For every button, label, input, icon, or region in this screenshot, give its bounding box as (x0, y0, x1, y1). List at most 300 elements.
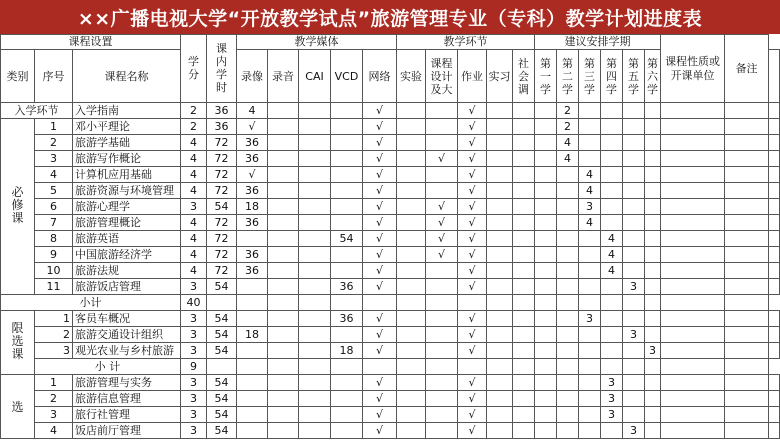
header-semester-1: 第一学 (535, 50, 557, 103)
cell-semester (557, 279, 579, 295)
cell-nature (725, 327, 769, 343)
cell-social (513, 151, 535, 167)
cell-semester (535, 279, 557, 295)
cell-practice (487, 375, 513, 391)
cell-vcd (331, 151, 363, 167)
cell-homework: √ (458, 263, 487, 279)
cell-practice (487, 167, 513, 183)
table-row (1, 119, 780, 135)
cell-practice (487, 151, 513, 167)
header-media: 教学媒体 (237, 35, 397, 50)
cell-cai (299, 375, 331, 391)
cell-experiment (397, 407, 426, 423)
cell-hours: 72 (207, 135, 237, 151)
header-link-homework: 作业 (458, 50, 487, 103)
cell-remark (769, 215, 780, 231)
cell-remark (769, 375, 780, 391)
cell-semester (661, 247, 725, 263)
cell-course-name: 旅游法规 (73, 263, 181, 279)
cell-semester (535, 119, 557, 135)
cell-semester: 4 (579, 167, 601, 183)
cell-practice (487, 343, 513, 359)
cell-audio (268, 391, 299, 407)
cell-semester (601, 215, 623, 231)
table-row (1, 103, 780, 119)
cell-vcd (331, 167, 363, 183)
cell-remark (769, 407, 780, 423)
cell-social (513, 279, 535, 295)
table-row (1, 327, 780, 343)
cell-credit: 3 (181, 343, 207, 359)
cell-experiment (397, 375, 426, 391)
cell-audio (268, 231, 299, 247)
cell-practice (487, 231, 513, 247)
cell-nature (725, 279, 769, 295)
cell-credit: 4 (181, 167, 207, 183)
cell-practice (487, 263, 513, 279)
empty-cell (299, 295, 331, 311)
cell-design (426, 327, 458, 343)
table-row (1, 407, 780, 423)
cell-video (237, 311, 268, 327)
cell-semester (579, 391, 601, 407)
cell-practice (487, 407, 513, 423)
cell-seq: 1 (35, 311, 73, 327)
cell-nature (725, 423, 769, 439)
cell-semester: 4 (579, 215, 601, 231)
cell-semester (661, 391, 725, 407)
cell-network: √ (363, 103, 397, 119)
cell-homework: √ (458, 375, 487, 391)
cell-hours: 72 (207, 215, 237, 231)
cell-remark (769, 263, 780, 279)
cell-design (426, 375, 458, 391)
header-media-vcd: VCD (331, 50, 363, 103)
empty-cell (557, 359, 579, 375)
cell-credit: 3 (181, 423, 207, 439)
cell-network: √ (363, 375, 397, 391)
cell-credit: 3 (181, 311, 207, 327)
cell-cai (299, 119, 331, 135)
cell-hours: 54 (207, 391, 237, 407)
cell-vcd (331, 375, 363, 391)
cell-semester (557, 311, 579, 327)
cell-semester (661, 343, 725, 359)
cell-semester: 3 (579, 199, 601, 215)
header-media-net: 网络 (363, 50, 397, 103)
cell-homework: √ (458, 279, 487, 295)
cell-seq: 3 (35, 151, 73, 167)
cell-semester (661, 119, 725, 135)
cell-semester (601, 151, 623, 167)
cell-social (513, 231, 535, 247)
cell-semester: 3 (601, 391, 623, 407)
cell-semester (623, 263, 645, 279)
cell-credit: 2 (181, 103, 207, 119)
cell-semester: 3 (623, 423, 645, 439)
empty-cell (579, 295, 601, 311)
cell-cai (299, 423, 331, 439)
cell-audio (268, 247, 299, 263)
cell-semester (661, 231, 725, 247)
cell-credit: 3 (181, 375, 207, 391)
cell-semester (535, 343, 557, 359)
cell-semester (623, 247, 645, 263)
cell-video (237, 231, 268, 247)
cell-social (513, 423, 535, 439)
cell-cai (299, 247, 331, 263)
empty-cell (268, 295, 299, 311)
section-intro: 入学环节 (1, 103, 73, 119)
cell-semester (601, 327, 623, 343)
header-semester-6: 第六学 (645, 50, 661, 103)
cell-course-name: 计算机应用基础 (73, 167, 181, 183)
cell-course-name: 旅游心理学 (73, 199, 181, 215)
header-row-1 (1, 35, 780, 50)
cell-video: 36 (237, 215, 268, 231)
cell-experiment (397, 263, 426, 279)
cell-social (513, 247, 535, 263)
cell-semester (623, 231, 645, 247)
cell-semester (623, 343, 645, 359)
cell-video: √ (237, 167, 268, 183)
cell-nature (725, 231, 769, 247)
cell-semester (535, 263, 557, 279)
table-row (1, 311, 780, 327)
cell-hours: 54 (207, 279, 237, 295)
header-link-social: 社会调 (513, 50, 535, 103)
cell-experiment (397, 183, 426, 199)
empty-cell (458, 359, 487, 375)
subtotal-label: 小计 (1, 295, 181, 311)
cell-semester (579, 327, 601, 343)
cell-vcd (331, 103, 363, 119)
table-row (1, 167, 780, 183)
cell-hours: 54 (207, 407, 237, 423)
cell-semester (645, 263, 661, 279)
cell-course-name: 客员车概况 (73, 311, 181, 327)
cell-course-name: 旅行社管理 (73, 407, 181, 423)
cell-seq: 4 (35, 423, 73, 439)
cell-semester: 4 (601, 263, 623, 279)
cell-audio (268, 327, 299, 343)
empty-cell (513, 295, 535, 311)
cell-semester (645, 199, 661, 215)
cell-homework: √ (458, 407, 487, 423)
cell-nature (725, 167, 769, 183)
cell-nature (725, 247, 769, 263)
table-row (1, 263, 780, 279)
cell-semester (645, 247, 661, 263)
cell-vcd (331, 247, 363, 263)
cell-design (426, 279, 458, 295)
cell-seq: 4 (35, 167, 73, 183)
cell-homework: √ (458, 231, 487, 247)
cell-design (426, 183, 458, 199)
cell-course-name: 旅游写作概论 (73, 151, 181, 167)
cell-cai (299, 103, 331, 119)
header-link-design: 课程设计及大 (426, 50, 458, 103)
cell-cai (299, 231, 331, 247)
empty-cell (363, 359, 397, 375)
cell-remark (769, 167, 780, 183)
cell-cai (299, 135, 331, 151)
empty-cell (237, 295, 268, 311)
cell-practice (487, 391, 513, 407)
cell-design: √ (426, 151, 458, 167)
cell-homework: √ (458, 391, 487, 407)
cell-semester (661, 407, 725, 423)
cell-video: 4 (237, 103, 268, 119)
cell-semester (601, 119, 623, 135)
cell-semester (645, 103, 661, 119)
header-hours: 课内学时 (207, 35, 237, 103)
cell-credit: 4 (181, 151, 207, 167)
cell-semester (623, 407, 645, 423)
cell-nature (725, 103, 769, 119)
cell-semester (579, 135, 601, 151)
cell-semester (557, 167, 579, 183)
cell-social (513, 263, 535, 279)
cell-semester (557, 343, 579, 359)
cell-audio (268, 375, 299, 391)
cell-practice (487, 327, 513, 343)
cell-experiment (397, 279, 426, 295)
empty-cell (661, 295, 725, 311)
cell-network: √ (363, 391, 397, 407)
cell-vcd (331, 135, 363, 151)
cell-seq: 3 (35, 343, 73, 359)
cell-semester (557, 247, 579, 263)
cell-semester (579, 119, 601, 135)
cell-practice (487, 279, 513, 295)
cell-seq: 2 (35, 327, 73, 343)
cell-hours: 54 (207, 327, 237, 343)
cell-audio (268, 215, 299, 231)
cell-network: √ (363, 215, 397, 231)
cell-remark (769, 279, 780, 295)
cell-network: √ (363, 327, 397, 343)
header-semester-3: 第三学 (579, 50, 601, 103)
empty-cell (601, 359, 623, 375)
empty-cell (645, 359, 661, 375)
cell-design (426, 263, 458, 279)
cell-nature (725, 151, 769, 167)
cell-design (426, 423, 458, 439)
header-remark: 备注 (725, 35, 769, 103)
cell-credit: 3 (181, 327, 207, 343)
cell-semester (661, 151, 725, 167)
cell-remark (769, 135, 780, 151)
cell-vcd (331, 215, 363, 231)
cell-semester (623, 119, 645, 135)
table-row (1, 183, 780, 199)
cell-seq: 2 (35, 135, 73, 151)
cell-semester: 3 (623, 327, 645, 343)
cell-credit: 2 (181, 119, 207, 135)
empty-cell (363, 295, 397, 311)
cell-semester (645, 391, 661, 407)
cell-semester (535, 167, 557, 183)
cell-semester: 4 (601, 247, 623, 263)
cell-course-name: 入学指南 (73, 103, 181, 119)
cell-remark (769, 119, 780, 135)
cell-seq: 1 (35, 119, 73, 135)
header-category: 类别 (1, 50, 35, 103)
cell-vcd (331, 407, 363, 423)
cell-experiment (397, 215, 426, 231)
header-link-practice: 实习 (487, 50, 513, 103)
cell-semester: 3 (645, 343, 661, 359)
cell-audio (268, 135, 299, 151)
cell-practice (487, 183, 513, 199)
cell-remark (769, 103, 780, 119)
cell-semester (661, 183, 725, 199)
cell-credit: 3 (181, 279, 207, 295)
cell-social (513, 167, 535, 183)
cell-semester: 3 (579, 311, 601, 327)
cell-semester (535, 135, 557, 151)
cell-design (426, 311, 458, 327)
cell-semester (623, 183, 645, 199)
cell-credit: 4 (181, 215, 207, 231)
cell-audio (268, 423, 299, 439)
cell-semester (557, 231, 579, 247)
cell-audio (268, 103, 299, 119)
cell-audio (268, 279, 299, 295)
cell-cai (299, 407, 331, 423)
cell-design: √ (426, 247, 458, 263)
cell-remark (769, 199, 780, 215)
cell-semester (535, 199, 557, 215)
cell-experiment (397, 103, 426, 119)
cell-course-name: 旅游交通设计组织 (73, 327, 181, 343)
cell-hours: 54 (207, 311, 237, 327)
header-seq: 序号 (35, 50, 73, 103)
subtotal-limited (1, 359, 780, 375)
cell-cai (299, 167, 331, 183)
empty-cell (513, 359, 535, 375)
cell-seq: 2 (35, 391, 73, 407)
section-limited: 限选课 (1, 311, 35, 375)
cell-semester (535, 407, 557, 423)
cell-homework: √ (458, 135, 487, 151)
cell-semester (623, 151, 645, 167)
cell-semester (645, 215, 661, 231)
cell-semester (579, 375, 601, 391)
cell-semester (601, 183, 623, 199)
empty-cell (623, 359, 645, 375)
cell-video: 36 (237, 135, 268, 151)
cell-homework: √ (458, 423, 487, 439)
cell-audio (268, 199, 299, 215)
cell-semester (557, 407, 579, 423)
cell-semester (557, 263, 579, 279)
cell-video: 18 (237, 199, 268, 215)
cell-semester (601, 135, 623, 151)
cell-semester (623, 103, 645, 119)
section-elective: 选 (1, 375, 35, 439)
cell-hours: 54 (207, 423, 237, 439)
cell-practice (487, 119, 513, 135)
cell-video (237, 391, 268, 407)
cell-network: √ (363, 343, 397, 359)
cell-audio (268, 183, 299, 199)
cell-cai (299, 391, 331, 407)
cell-hours: 54 (207, 375, 237, 391)
cell-experiment (397, 119, 426, 135)
cell-seq: 6 (35, 199, 73, 215)
cell-semester (601, 279, 623, 295)
cell-homework: √ (458, 311, 487, 327)
table-row (1, 135, 780, 151)
cell-semester: 2 (557, 103, 579, 119)
cell-seq: 9 (35, 247, 73, 263)
cell-semester (579, 231, 601, 247)
cell-design: √ (426, 231, 458, 247)
cell-vcd (331, 199, 363, 215)
cell-credit: 3 (181, 407, 207, 423)
cell-semester (579, 343, 601, 359)
cell-design (426, 135, 458, 151)
cell-course-name: 旅游管理概论 (73, 215, 181, 231)
cell-social (513, 103, 535, 119)
empty-cell (645, 295, 661, 311)
empty-cell (601, 295, 623, 311)
cell-vcd (331, 183, 363, 199)
cell-semester (645, 167, 661, 183)
subtotal-label: 小 计 (35, 359, 181, 375)
cell-nature (725, 135, 769, 151)
cell-homework: √ (458, 199, 487, 215)
cell-semester (661, 263, 725, 279)
header-semesters: 建议安排学期 (535, 35, 661, 50)
cell-social (513, 119, 535, 135)
cell-hours: 72 (207, 183, 237, 199)
cell-course-name: 观光农业与乡村旅游 (73, 343, 181, 359)
cell-experiment (397, 423, 426, 439)
cell-semester (645, 375, 661, 391)
cell-audio (268, 263, 299, 279)
cell-semester (557, 215, 579, 231)
cell-design (426, 119, 458, 135)
cell-audio (268, 151, 299, 167)
cell-experiment (397, 199, 426, 215)
cell-semester (601, 103, 623, 119)
cell-remark (769, 311, 780, 327)
table-row (1, 151, 780, 167)
cell-design (426, 407, 458, 423)
cell-cai (299, 215, 331, 231)
cell-hours: 36 (207, 119, 237, 135)
cell-social (513, 407, 535, 423)
cell-semester (557, 391, 579, 407)
cell-semester (661, 311, 725, 327)
cell-design (426, 167, 458, 183)
teaching-plan-table (0, 34, 780, 439)
cell-audio (268, 311, 299, 327)
cell-nature (725, 215, 769, 231)
cell-video (237, 279, 268, 295)
cell-homework: √ (458, 215, 487, 231)
cell-video: 36 (237, 263, 268, 279)
empty-cell (268, 359, 299, 375)
cell-semester: 3 (623, 279, 645, 295)
cell-semester: 2 (557, 119, 579, 135)
subtotal-credit: 40 (181, 295, 207, 311)
cell-remark (769, 391, 780, 407)
empty-cell (623, 295, 645, 311)
